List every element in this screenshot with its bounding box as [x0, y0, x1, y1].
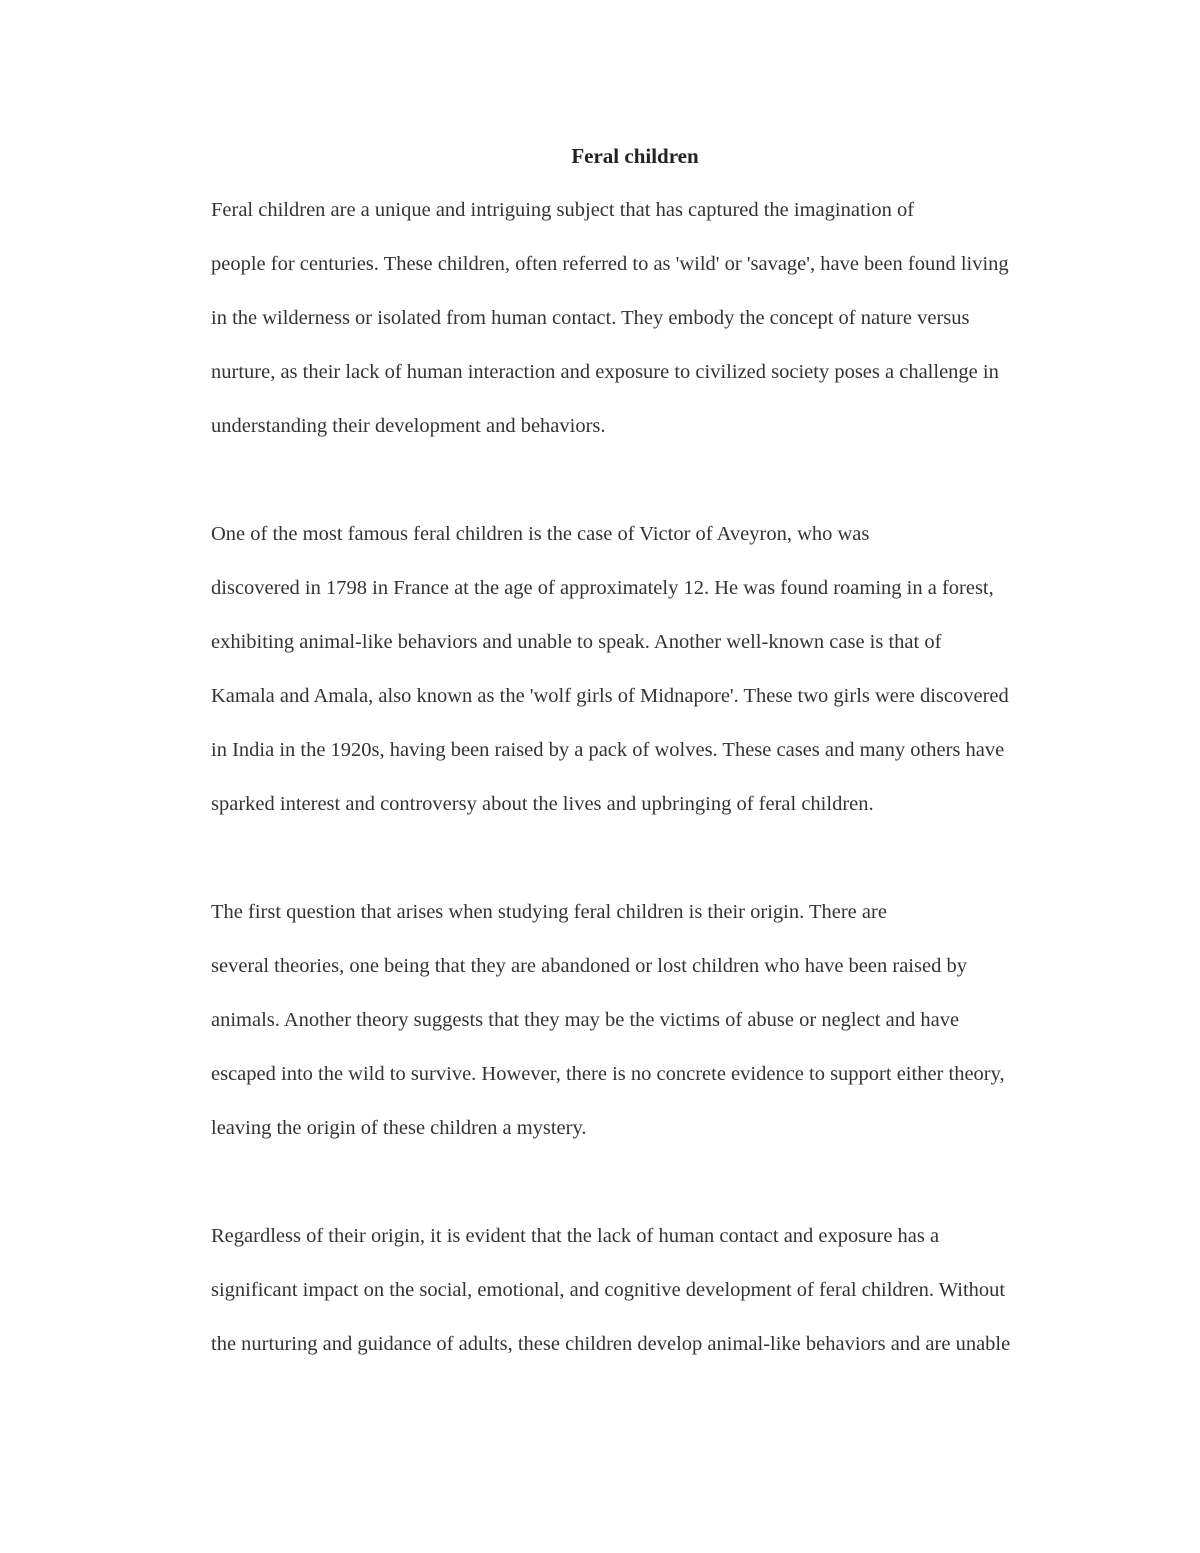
text-line: nurture, as their lack of human interaction and exposure to civilized society poses a challenge in	[211, 361, 999, 383]
text-line: discovered in 1798 in France at the age of approximately 12. He was found roaming in a forest,	[211, 577, 994, 599]
text-line: Feral children are a unique and intriguing subject that has captured the imagination of	[211, 199, 915, 221]
text-line: in the wilderness or isolated from human contact. They embody the concept of nature versus	[211, 307, 970, 329]
text-line: Regardless of their origin, it is evident that the lack of human contact and exposure has a	[211, 1225, 940, 1247]
paragraph-3	[140, 885, 1062, 1155]
document-title: Feral children	[571, 144, 699, 168]
text-line: Kamala and Amala, also known as the 'wolf girls of Midnapore'. These two girls were discovered	[211, 685, 1009, 707]
text-line: The first question that arises when studying feral children is their origin. There are	[211, 901, 887, 923]
text-line: the nurturing and guidance of adults, these children develop animal-like behaviors and are unable	[211, 1333, 1011, 1355]
paragraph-4	[140, 1209, 1062, 1371]
text-line: sparked interest and controversy about the lives and upbringing of feral children.	[211, 793, 874, 815]
text-line: people for centuries. These children, often referred to as 'wild' or 'savage', have been found living	[211, 253, 1009, 275]
text-line: animals. Another theory suggests that they may be the victims of abuse or neglect and have	[211, 1009, 960, 1031]
document-body	[140, 183, 1062, 1425]
text-line: One of the most famous feral children is the case of Victor of Aveyron, who was	[211, 523, 870, 545]
text-line: in India in the 1920s, having been raised by a pack of wolves. These cases and many others have	[211, 739, 1005, 761]
text-line: escaped into the wild to survive. However, there is no concrete evidence to support either theory,	[211, 1063, 1005, 1085]
paragraph-1	[140, 183, 1062, 453]
text-line: leaving the origin of these children a mystery.	[211, 1117, 587, 1139]
paragraph-2	[140, 507, 1062, 831]
text-line: several theories, one being that they are abandoned or lost children who have been raised by	[211, 955, 967, 977]
text-line: significant impact on the social, emotional, and cognitive development of feral children. Without	[211, 1279, 1006, 1301]
text-line: understanding their development and behaviors.	[211, 415, 606, 437]
text-line: exhibiting animal-like behaviors and unable to speak. Another well-known case is that of	[211, 631, 942, 653]
